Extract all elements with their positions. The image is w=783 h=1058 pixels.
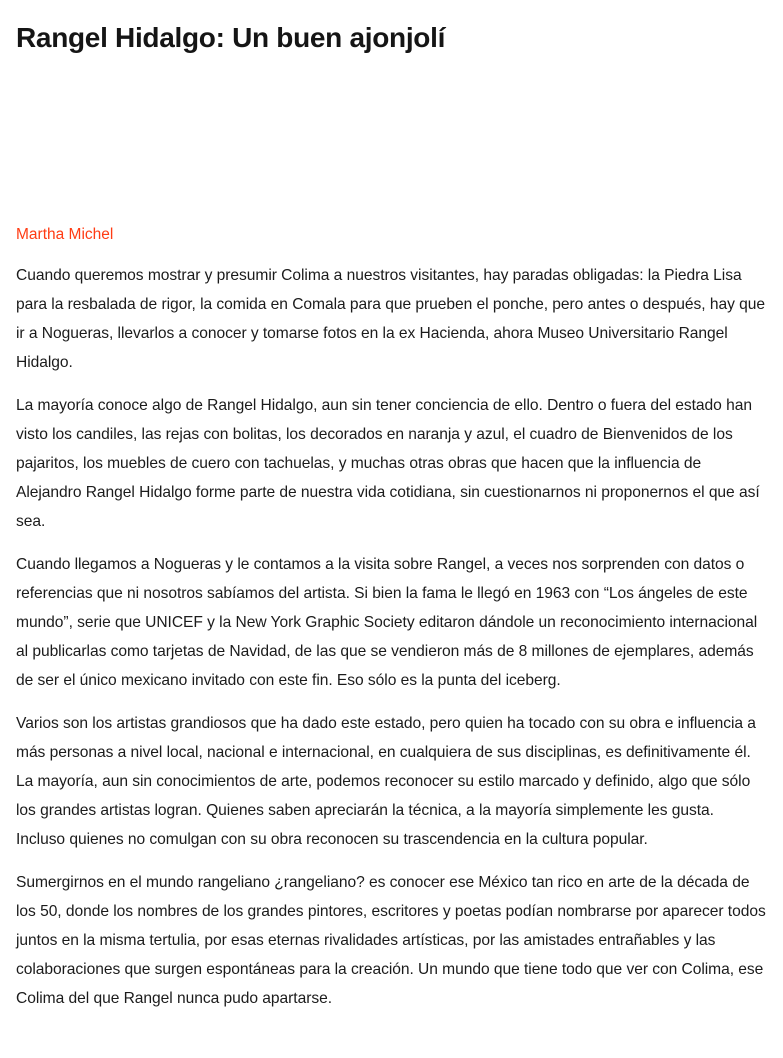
media-placeholder (16, 56, 767, 225)
article-body (16, 261, 767, 1013)
paragraph: Sumergirnos en el mundo rangeliano ¿rangeliano? es conocer ese México tan rico en arte de la década de los 50, donde los nombres de los grandes pintores, escritores y poetas podían nombrarse por aparecer todos juntos en la misma tertulia, por esas eternas rivalidades artísticas, por las amistades entrañables y las colaboraciones que surgen espontáneas para la creación. Un mundo que tiene todo que ver con Colima, ese Colima del que Rangel nunca pudo apartarse. (16, 874, 766, 1007)
paragraph: Varios son los artistas grandiosos que ha dado este estado, pero quien ha tocado con su obra e influencia a más personas a nivel local, nacional e internacional, en cualquiera de sus disciplinas, es definitivamente él. La mayoría, aun sin conocimientos de arte, podemos reconocer su estilo marcado y definido, algo que sólo los grandes artistas logran. Quienes saben apreciarán la técnica, a la mayoría simplemente les gusta. Incluso quienes no comulgan con su obra reconocen su trascendencia en la cultura popular. (16, 715, 756, 848)
author-link[interactable]: Martha Michel (16, 226, 114, 243)
paragraph: Cuando queremos mostrar y presumir Colima a nuestros visitantes, hay paradas obligadas: la Piedra Lisa para la resbalada de rigor, la comida en Comala para que prueben el ponche, pero antes o después, hay que ir a Nogueras, llevarlos a conocer y tomarse fotos en la ex Hacienda, ahora Museo Universitario Rangel Hidalgo. (16, 267, 765, 371)
article-title: Rangel Hidalgo: Un buen ajonjolí (16, 22, 446, 53)
paragraph: La mayoría conoce algo de Rangel Hidalgo, aun sin tener conciencia de ello. Dentro o fuera del estado han visto los candiles, las rejas con bolitas, los decorados en naranja y azul, el cuadro de Bienvenidos de los pajaritos, los muebles de cuero con tachuelas, y muchas otras obras que hacen que la influencia de Alejandro Rangel Hidalgo forme parte de nuestra vida cotidiana, sin cuestionarnos ni proponernos el que así sea. (16, 397, 760, 530)
paragraph: Cuando llegamos a Nogueras y le contamos a la visita sobre Rangel, a veces nos sorprenden con datos o referencias que ni nosotros sabíamos del artista. Si bien la fama le llegó en 1963 con “Los ángeles de este mundo”, serie que UNICEF y la New York Graphic Society editaron dándole un reconocimiento internacional al publicarlas como tarjetas de Navidad, de las que se vendieron más de 8 millones de ejemplares, además de ser el único mexicano invitado con este fin. Eso sólo es la punta del iceberg. (16, 556, 758, 689)
